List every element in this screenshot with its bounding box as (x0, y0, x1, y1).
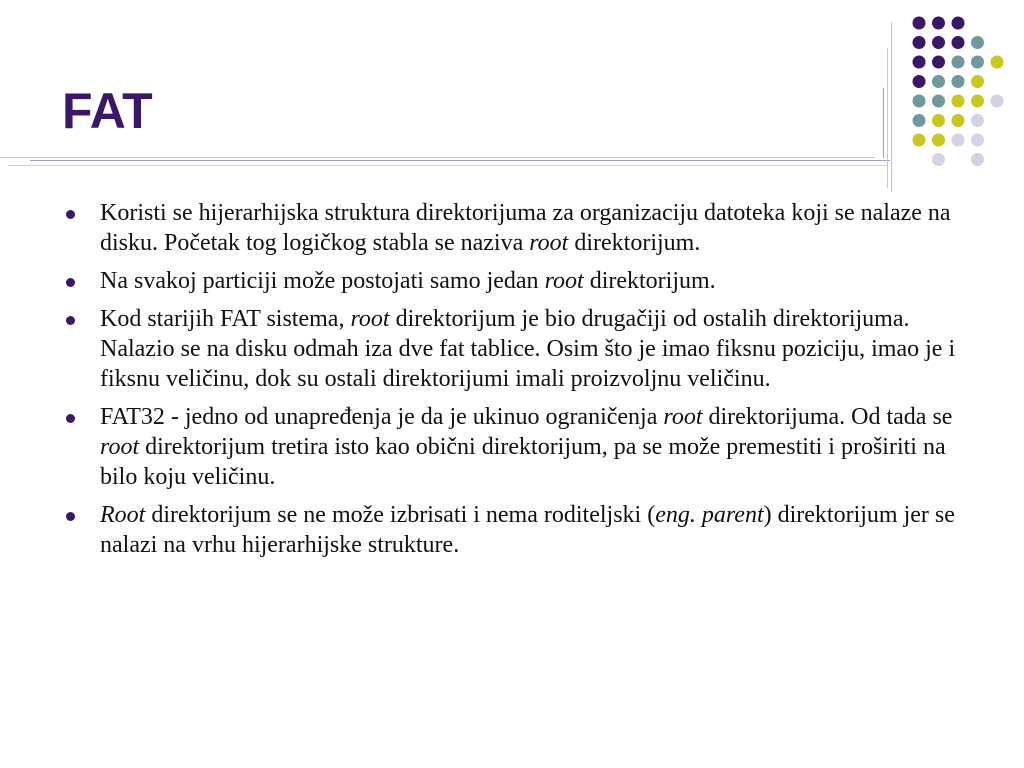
decorative-vertical-line (891, 22, 892, 192)
bullet-text (100, 404, 952, 490)
decorative-dot-grid (0, 0, 1024, 200)
decorative-dot-purple (932, 36, 945, 49)
bullet-icon (66, 414, 75, 423)
bullet-item (60, 198, 960, 258)
bullet-text-italic: root (529, 230, 569, 256)
decorative-dot-yellow (971, 75, 984, 88)
decorative-dot-purple (932, 17, 945, 30)
bullet-item (60, 500, 960, 560)
decorative-dot-yellow (913, 134, 926, 147)
bullet-text-italic: eng. parent (655, 502, 764, 528)
bullet-text-segment: direktorijuma. Od tada se (702, 404, 953, 430)
decorative-dot-teal (932, 75, 945, 88)
bullet-text-segment: direktorijum. (583, 268, 716, 294)
bullet-icon (66, 316, 75, 325)
bullet-text (100, 502, 955, 558)
bullet-text-italic: Root (100, 502, 146, 528)
bullet-text-segment: ) direktorijum jer se nalazi na vrhu hijerarhijske strukture. (100, 502, 955, 558)
decorative-dot-purple (932, 56, 945, 69)
decorative-dot-purple (913, 75, 926, 88)
bullet-text-segment: Koristi se hijerarhijska struktura direktorijuma za organizaciju datoteka koji se nalaze na disku. Početak tog logičkog stabla se naziva (100, 200, 951, 256)
decorative-dot-yellow (932, 134, 945, 147)
bullet-text (100, 200, 951, 256)
bullet-text-segment: Kod starijih FAT sistema, (100, 306, 351, 332)
bullet-text-segment: direktorijum je bio drugačiji od ostalih direktorijuma. Nalazio se na disku odmah iza dve fat tablice. Osim što je imao fiksnu poziciju, imao je i fiksnu veličinu, dok su ostali direktorijumi imali proizvoljnu veličinu. (100, 306, 956, 392)
decorative-dot-lavender (932, 153, 945, 166)
decorative-dot-yellow (952, 95, 965, 108)
decorative-dot-teal (913, 95, 926, 108)
decorative-dot-teal (952, 75, 965, 88)
title-divider-line (8, 165, 888, 166)
decorative-dot-purple (952, 36, 965, 49)
decorative-dot-yellow (952, 114, 965, 127)
bullet-item (60, 266, 960, 296)
bullet-item (60, 304, 960, 394)
bullet-text (100, 268, 716, 294)
bullet-icon (66, 210, 75, 219)
decorative-dot-yellow (991, 56, 1004, 69)
bullet-text (100, 306, 955, 392)
decorative-dot-purple (913, 17, 926, 30)
title-divider-line (0, 157, 875, 158)
bullet-text-italic: root (100, 434, 140, 460)
decorative-dot-lavender (971, 134, 984, 147)
bullet-list (60, 198, 960, 568)
decorative-dot-teal (932, 95, 945, 108)
decorative-dot-purple (952, 17, 965, 30)
decorative-dot-lavender (991, 95, 1004, 108)
decorative-vertical-line (887, 48, 888, 188)
slide-title: FAT (62, 83, 153, 139)
bullet-text-italic: root (544, 268, 584, 294)
bullet-item (60, 402, 960, 492)
decorative-dot-lavender (971, 114, 984, 127)
bullet-icon (66, 512, 75, 521)
decorative-dot-yellow (971, 95, 984, 108)
bullet-text-italic: root (663, 404, 703, 430)
bullet-text-segment: FAT32 - jedno od unapređenja je da je ukinuo ograničenja (100, 404, 664, 430)
decorative-dot-lavender (952, 134, 965, 147)
decorative-dot-teal (971, 36, 984, 49)
decorative-dot-teal (952, 56, 965, 69)
bullet-text-segment: direktorijum tretira isto kao obični direktorijum, pa se može premestiti i proširiti na bilo koju veličinu. (100, 434, 946, 490)
bullet-text-segment: direktorijum se ne može izbrisati i nema roditeljski ( (145, 502, 656, 528)
decorative-dot-purple (913, 36, 926, 49)
bullet-text-segment: direktorijum. (568, 230, 701, 256)
title-divider-line (30, 160, 890, 161)
decorative-vertical-line (883, 88, 884, 158)
decorative-dot-purple (913, 56, 926, 69)
decorative-dot-teal (971, 56, 984, 69)
bullet-text-segment: Na svakoj particiji može postojati samo jedan (100, 268, 545, 294)
bullet-icon (66, 278, 75, 287)
decorative-dot-lavender (971, 153, 984, 166)
decorative-dot-yellow (932, 114, 945, 127)
bullet-text-italic: root (350, 306, 390, 332)
decorative-dot-teal (913, 114, 926, 127)
